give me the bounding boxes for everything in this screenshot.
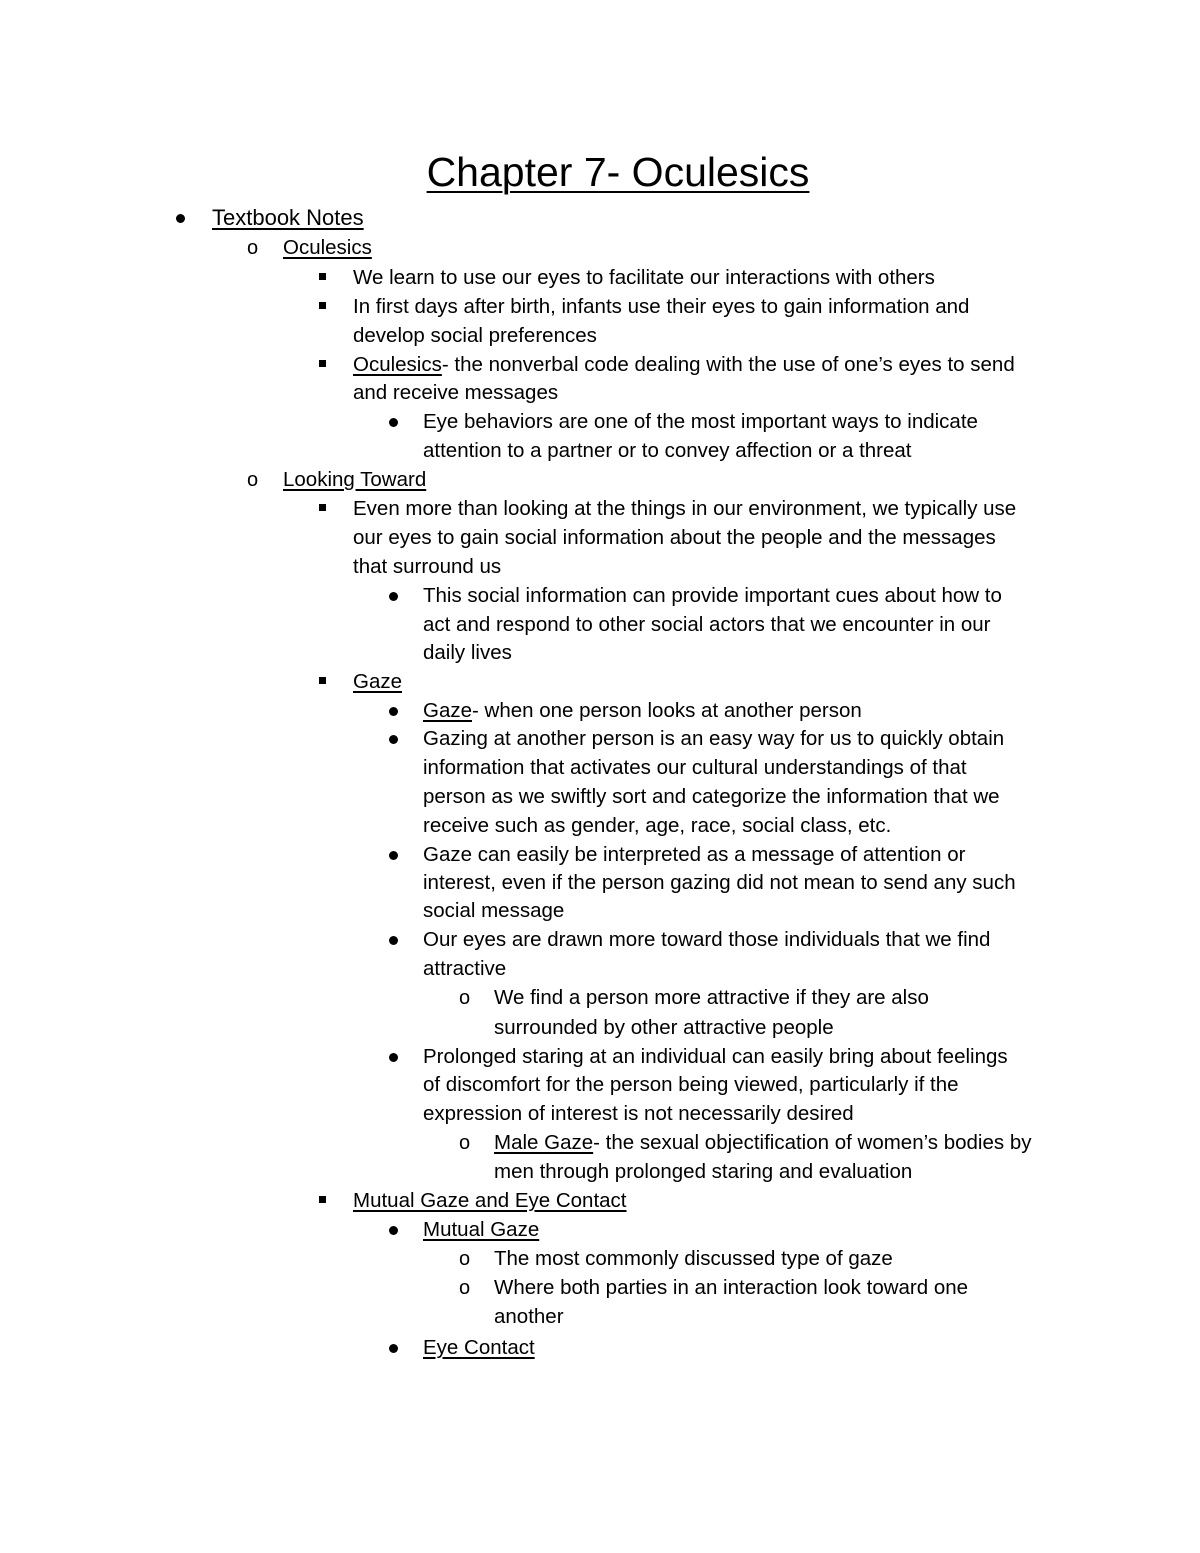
outline-line <box>423 868 1016 897</box>
outline-line <box>353 378 558 407</box>
outline-line <box>423 811 891 840</box>
line-text: expression of interest is not necessarily desired <box>423 1102 854 1125</box>
line-text: interest, even if the person gazing did not mean to send any such <box>423 871 1016 894</box>
line-text: surrounded by other attractive people <box>494 1016 834 1039</box>
outline-line <box>423 724 1004 753</box>
bullet-disc-icon <box>389 851 398 860</box>
outline-line <box>423 1215 539 1244</box>
outline-line <box>423 896 564 925</box>
line-text: information that activates our cultural understandings of that <box>423 756 967 779</box>
outline-line <box>353 494 1016 523</box>
outline-line <box>423 407 978 436</box>
underlined-term: Oculesics <box>353 353 442 376</box>
outline-line <box>423 1099 854 1128</box>
outline-line <box>423 1070 959 1099</box>
line-text: - the sexual objectification of women’s bodies by <box>593 1131 1032 1154</box>
outline-line <box>353 263 935 292</box>
line-text: develop social preferences <box>353 324 597 347</box>
bullet-square-icon <box>319 1196 326 1203</box>
line-text: In first days after birth, infants use their eyes to gain information and <box>353 295 970 318</box>
line-text: We learn to use our eyes to facilitate our interactions with others <box>353 266 935 289</box>
outline-line <box>494 1013 834 1042</box>
outline-line <box>494 1273 968 1302</box>
bullet-square-icon <box>319 677 326 684</box>
line-text: Eye behaviors are one of the most important ways to indicate <box>423 410 978 433</box>
line-text: Our eyes are drawn more toward those individuals that we find <box>423 928 991 951</box>
line-text: our eyes to gain social information about the people and the messages <box>353 526 996 549</box>
bullet-circle-icon: o <box>247 237 259 259</box>
bullet-square-icon <box>319 302 326 309</box>
bullet-circle-icon: o <box>459 1277 471 1299</box>
outline-line <box>353 1186 627 1215</box>
bullet-circle-icon: o <box>247 469 259 491</box>
line-text: - the nonverbal code dealing with the use of one’s eyes to send <box>441 353 1015 376</box>
bullet-disc-icon <box>389 418 398 427</box>
line-text: Prolonged staring at an individual can easily bring about feelings <box>423 1045 1008 1068</box>
outline-line <box>423 782 1000 811</box>
line-text: Where both parties in an interaction look toward one <box>494 1276 969 1299</box>
line-text: - when one person looks at another person <box>472 699 862 722</box>
underlined-term: Male Gaze <box>494 1131 594 1154</box>
outline-line <box>494 1244 893 1273</box>
outline-line <box>494 1302 564 1331</box>
outline-line <box>353 523 996 552</box>
underlined-term: Oculesics <box>283 236 372 259</box>
line-text: We find a person more attractive if they are also <box>494 986 929 1009</box>
line-text: The most commonly discussed type of gaze <box>494 1247 893 1270</box>
bullet-disc-icon <box>389 1344 398 1353</box>
outline-line <box>423 638 512 667</box>
bullet-disc-icon <box>389 1226 398 1235</box>
bullet-square-icon <box>319 504 326 511</box>
underlined-term: Textbook Notes <box>212 205 364 230</box>
underlined-term: Eye Contact <box>423 1336 535 1359</box>
line-text: daily lives <box>423 641 512 664</box>
outline-line <box>353 321 597 350</box>
bullet-disc-icon <box>389 707 398 716</box>
outline-line <box>423 1333 535 1362</box>
bullet-disc-icon <box>389 592 398 601</box>
outline-line <box>353 292 969 321</box>
outline-line <box>423 840 965 869</box>
page-title: Chapter 7- Oculesics <box>426 149 810 195</box>
line-text: act and respond to other social actors that we encounter in our <box>423 613 991 636</box>
outline-line <box>423 925 990 954</box>
bullet-disc-icon <box>389 936 398 945</box>
outline-line <box>423 1042 1008 1071</box>
outline-line <box>212 203 364 232</box>
line-text: receive such as gender, age, race, social class, etc. <box>423 814 892 837</box>
underlined-term: Looking Toward <box>283 468 427 491</box>
bullet-square-icon <box>319 360 326 367</box>
outline-line <box>353 667 402 696</box>
outline-line <box>423 954 506 983</box>
outline-line <box>423 610 991 639</box>
line-text: attention to a partner or to convey affection or a threat <box>423 439 912 462</box>
line-text: person as we swiftly sort and categorize the information that we <box>423 785 1000 808</box>
underlined-term: Mutual Gaze and Eye Contact <box>353 1189 627 1212</box>
line-text: This social information can provide important cues about how to <box>423 584 1002 607</box>
outline-line <box>353 350 1015 379</box>
line-text: another <box>494 1305 564 1328</box>
bullet-disc-icon <box>389 1053 398 1062</box>
bullet-disc-icon <box>389 735 398 744</box>
outline-line <box>423 581 1002 610</box>
underlined-term: Gaze <box>353 670 402 693</box>
underlined-term: Mutual Gaze <box>423 1218 540 1241</box>
bullet-circle-icon: o <box>459 987 471 1009</box>
line-text: that surround us <box>353 555 502 578</box>
line-text: Even more than looking at the things in our environment, we typically use <box>353 497 1017 520</box>
line-text: Gaze can easily be interpreted as a message of attention or <box>423 843 966 866</box>
line-text: Gazing at another person is an easy way for us to quickly obtain <box>423 727 1005 750</box>
line-text: of discomfort for the person being viewed, particularly if the <box>423 1073 959 1096</box>
line-text: men through prolonged staring and evaluation <box>494 1160 913 1183</box>
outline-line <box>353 552 501 581</box>
bullet-square-icon <box>319 273 326 280</box>
line-text: and receive messages <box>353 381 559 404</box>
outline-line <box>283 465 426 494</box>
line-text: attractive <box>423 957 507 980</box>
outline-line <box>423 696 862 725</box>
outline-line <box>423 436 912 465</box>
bullet-circle-icon: o <box>459 1248 471 1270</box>
outline-line <box>423 753 967 782</box>
outline-line <box>494 1157 912 1186</box>
underlined-term: Gaze <box>423 699 472 722</box>
bullet-circle-icon: o <box>459 1132 471 1154</box>
outline-line <box>283 233 372 262</box>
line-text: social message <box>423 899 565 922</box>
bullet-disc-icon <box>176 214 185 223</box>
outline-line <box>494 983 929 1012</box>
outline-line <box>494 1128 1031 1157</box>
